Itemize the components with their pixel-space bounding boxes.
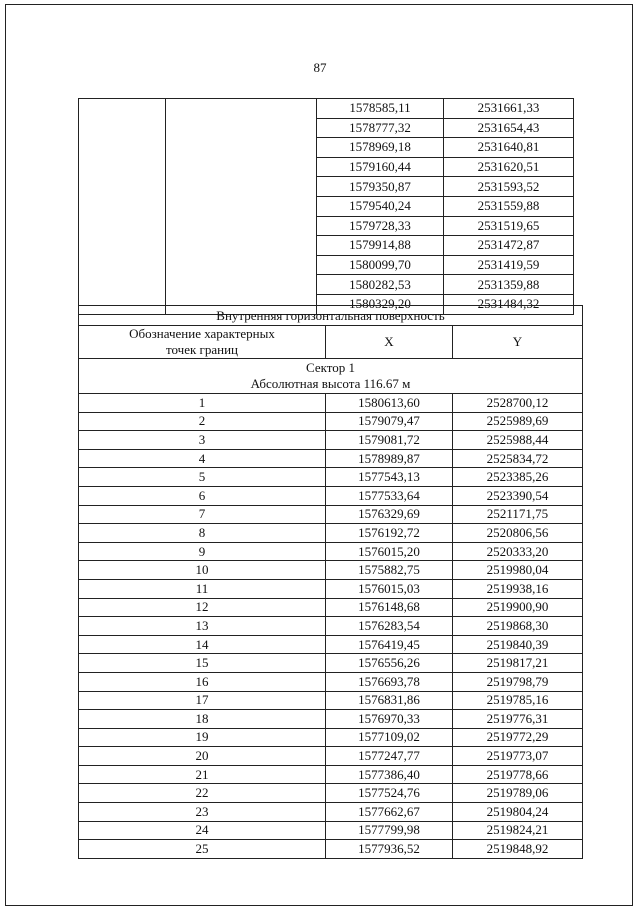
cell-x: 1580613,60 xyxy=(326,394,453,413)
cell-x: 1576556,26 xyxy=(326,654,453,673)
cell-point: 1 xyxy=(79,394,326,413)
cell-x: 1576419,45 xyxy=(326,635,453,654)
sector-heading xyxy=(79,359,583,394)
cell-y: 2520806,56 xyxy=(453,524,583,543)
cell-point: 22 xyxy=(79,784,326,803)
cell-y: 2531620,51 xyxy=(444,157,574,177)
header-y: Y xyxy=(453,326,583,359)
table-row xyxy=(79,654,583,673)
cell-y: 2519785,16 xyxy=(453,691,583,710)
cell-y: 2525988,44 xyxy=(453,431,583,450)
cell-point: 15 xyxy=(79,654,326,673)
cell-y: 2531661,33 xyxy=(444,99,574,119)
table-row xyxy=(79,579,583,598)
cell-point: 12 xyxy=(79,598,326,617)
cell-point: 17 xyxy=(79,691,326,710)
cell-x: 1577386,40 xyxy=(326,765,453,784)
cell-x: 1579728,33 xyxy=(317,216,444,236)
cell-y: 2519840,39 xyxy=(453,635,583,654)
cell-x: 1576693,78 xyxy=(326,672,453,691)
cell-y: 2519824,21 xyxy=(453,821,583,840)
table-row xyxy=(79,542,583,561)
cell-point: 6 xyxy=(79,486,326,505)
cell-y: 2519776,31 xyxy=(453,710,583,729)
page-number: 87 xyxy=(313,60,327,75)
table-row xyxy=(79,468,583,487)
cell-y: 2519938,16 xyxy=(453,579,583,598)
sector-name: Сектор 1 xyxy=(305,360,355,375)
cell-point: 8 xyxy=(79,524,326,543)
cell-y: 2519778,66 xyxy=(453,765,583,784)
cell-y: 2525989,69 xyxy=(453,412,583,431)
cell-y: 2531640,81 xyxy=(444,138,574,158)
cell-x: 1577662,67 xyxy=(326,803,453,822)
cell-point: 13 xyxy=(79,617,326,636)
sector-height: Абсолютная высота 116.67 м xyxy=(250,376,411,391)
cell-x: 1576015,03 xyxy=(326,579,453,598)
table-row xyxy=(79,691,583,710)
cell-y: 2519772,29 xyxy=(453,728,583,747)
cell-point: 4 xyxy=(79,449,326,468)
table-row xyxy=(79,524,583,543)
cell-y: 2519868,30 xyxy=(453,617,583,636)
cell-x: 1576192,72 xyxy=(326,524,453,543)
cell-point: 21 xyxy=(79,765,326,784)
table-row xyxy=(79,672,583,691)
section-title: Внутренняя горизонтальная поверхность xyxy=(79,306,583,326)
cell-y: 2519980,04 xyxy=(453,561,583,580)
cell-point: 16 xyxy=(79,672,326,691)
table-row xyxy=(79,99,574,119)
cell-point: 20 xyxy=(79,747,326,766)
cell-y: 2531519,65 xyxy=(444,216,574,236)
table-row xyxy=(79,486,583,505)
cell-y: 2519804,24 xyxy=(453,803,583,822)
cell-point: 5 xyxy=(79,468,326,487)
table-row xyxy=(79,561,583,580)
cell-x: 1576831,86 xyxy=(326,691,453,710)
table-row xyxy=(79,840,583,859)
cell-y: 2519900,90 xyxy=(453,598,583,617)
table-row xyxy=(79,617,583,636)
cell-x: 1579079,47 xyxy=(326,412,453,431)
cell-y: 2531359,88 xyxy=(444,275,574,295)
cell-y: 2520333,20 xyxy=(453,542,583,561)
cell-x: 1577524,76 xyxy=(326,784,453,803)
cell-point: 19 xyxy=(79,728,326,747)
cell-y: 2531484,32 xyxy=(444,294,574,314)
cell-point: 7 xyxy=(79,505,326,524)
table-row xyxy=(79,710,583,729)
table-row xyxy=(79,431,583,450)
table-row xyxy=(79,505,583,524)
cell-x: 1579914,88 xyxy=(317,236,444,256)
cell-point: 3 xyxy=(79,431,326,450)
cell-x: 1580329,20 xyxy=(317,294,444,314)
cell-y: 2531654,43 xyxy=(444,118,574,138)
cell-x: 1577533,64 xyxy=(326,486,453,505)
cell-x: 1576329,69 xyxy=(326,505,453,524)
cell-point: 23 xyxy=(79,803,326,822)
cell-y: 2523385,26 xyxy=(453,468,583,487)
empty-cell xyxy=(79,99,166,315)
cell-y: 2531593,52 xyxy=(444,177,574,197)
cell-x: 1579160,44 xyxy=(317,157,444,177)
cell-point: 24 xyxy=(79,821,326,840)
cell-point: 10 xyxy=(79,561,326,580)
table-row xyxy=(79,765,583,784)
cell-y: 2519817,21 xyxy=(453,654,583,673)
table-row xyxy=(79,394,583,413)
cell-x: 1576283,54 xyxy=(326,617,453,636)
cell-y: 2531472,87 xyxy=(444,236,574,256)
table-row xyxy=(79,412,583,431)
cell-point: 25 xyxy=(79,840,326,859)
cell-point: 11 xyxy=(79,579,326,598)
coordinates-table-continuation xyxy=(78,98,574,315)
cell-x: 1579081,72 xyxy=(326,431,453,450)
header-x: X xyxy=(326,326,453,359)
cell-x: 1577109,02 xyxy=(326,728,453,747)
cell-x: 1576015,20 xyxy=(326,542,453,561)
table-row xyxy=(79,449,583,468)
cell-x: 1579350,87 xyxy=(317,177,444,197)
cell-y: 2519773,07 xyxy=(453,747,583,766)
table-row xyxy=(79,784,583,803)
cell-x: 1577799,98 xyxy=(326,821,453,840)
cell-point: 18 xyxy=(79,710,326,729)
cell-x: 1577543,13 xyxy=(326,468,453,487)
table-row xyxy=(79,747,583,766)
cell-point: 9 xyxy=(79,542,326,561)
table-row xyxy=(79,635,583,654)
table-row xyxy=(79,803,583,822)
cell-y: 2528700,12 xyxy=(453,394,583,413)
cell-x: 1580282,53 xyxy=(317,275,444,295)
header-points: Обозначение характерных точек границ xyxy=(79,326,326,359)
cell-y: 2519789,06 xyxy=(453,784,583,803)
cell-y: 2521171,75 xyxy=(453,505,583,524)
cell-x: 1578585,11 xyxy=(317,99,444,119)
cell-x: 1578777,32 xyxy=(317,118,444,138)
cell-point: 2 xyxy=(79,412,326,431)
cell-y: 2531419,59 xyxy=(444,255,574,275)
cell-x: 1577936,52 xyxy=(326,840,453,859)
table-row xyxy=(79,821,583,840)
cell-x: 1575882,75 xyxy=(326,561,453,580)
coordinates-table-inner-surface xyxy=(78,305,583,859)
cell-x: 1578969,18 xyxy=(317,138,444,158)
table-row xyxy=(79,728,583,747)
cell-x: 1580099,70 xyxy=(317,255,444,275)
empty-cell xyxy=(166,99,317,315)
cell-x: 1579540,24 xyxy=(317,196,444,216)
cell-point: 14 xyxy=(79,635,326,654)
cell-x: 1578989,87 xyxy=(326,449,453,468)
cell-y: 2525834,72 xyxy=(453,449,583,468)
cell-y: 2523390,54 xyxy=(453,486,583,505)
cell-y: 2519848,92 xyxy=(453,840,583,859)
cell-x: 1577247,77 xyxy=(326,747,453,766)
cell-y: 2531559,88 xyxy=(444,196,574,216)
cell-y: 2519798,79 xyxy=(453,672,583,691)
cell-x: 1576148,68 xyxy=(326,598,453,617)
table-row xyxy=(79,598,583,617)
cell-x: 1576970,33 xyxy=(326,710,453,729)
